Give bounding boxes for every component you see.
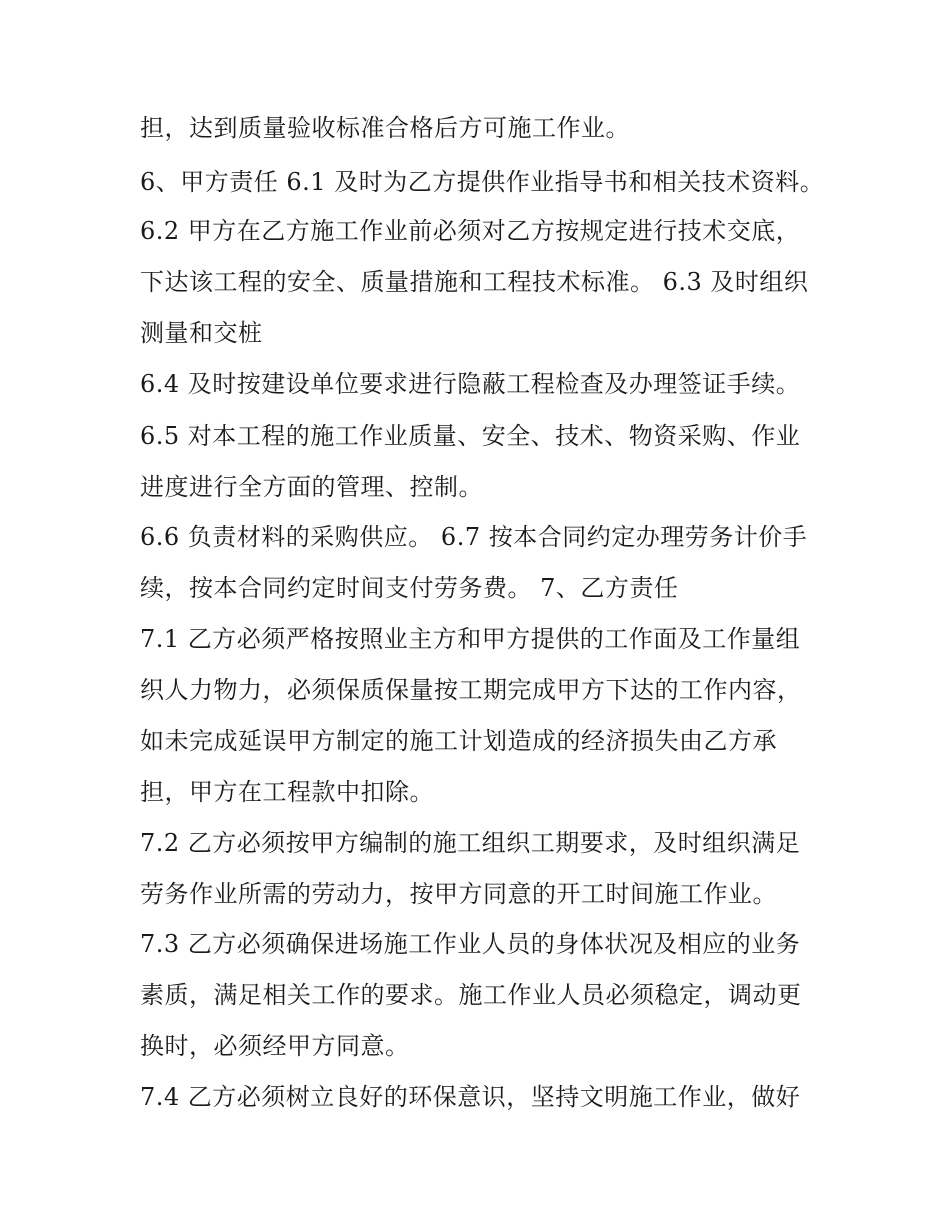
text-line: 6.2 甲方在乙方施工作业前必须对乙方按规定进行技术交底，: [140, 217, 801, 245]
text-line: 测量和交桩: [140, 319, 263, 347]
text-line: 续，按本合同约定时间支付劳务费。 7、乙方责任: [140, 574, 679, 602]
text-line: 素质，满足相关工作的要求。施工作业人员必须稳定，调动更: [140, 981, 802, 1009]
text-line: 6.6 负责材料的采购供应。 6.7 按本合同约定办理劳务计价手: [140, 523, 808, 551]
text-line: 如未完成延误甲方制定的施工计划造成的经济损失由乙方承: [140, 727, 777, 755]
text-line: 7.4 乙方必须树立良好的环保意识，坚持文明施工作业，做好: [140, 1083, 801, 1111]
text-line: 7.3 乙方必须确保进场施工作业人员的身体状况及相应的业务: [140, 930, 801, 958]
text-line: 7.1 乙方必须严格按照业主方和甲方提供的工作面及工作量组: [140, 625, 801, 653]
text-line: 下达该工程的安全、质量措施和工程技术标准。 6.3 及时组织: [140, 268, 809, 296]
text-line: 6.4 及时按建设单位要求进行隐蔽工程检查及办理签证手续。: [140, 370, 801, 398]
text-line: 换时，必须经甲方同意。: [140, 1032, 410, 1060]
text-line: 7.2 乙方必须按甲方编制的施工组织工期要求，及时组织满足: [140, 829, 801, 857]
text-line: 进度进行全方面的管理、控制。: [140, 473, 483, 501]
text-line: 织人力物力，必须保质保量按工期完成甲方下达的工作内容，: [140, 676, 802, 704]
text-line: 担，达到质量验收标准合格后方可施工作业。: [140, 114, 630, 142]
text-line: 6.5 对本工程的施工作业质量、安全、技术、物资采购、作业: [140, 422, 801, 450]
text-line: 劳务作业所需的劳动力，按甲方同意的开工时间施工作业。: [140, 880, 777, 908]
text-line: 担，甲方在工程款中扣除。: [140, 778, 434, 806]
text-line: 6、甲方责任 6.1 及时为乙方提供作业指导书和相关技术资料。: [140, 168, 825, 196]
